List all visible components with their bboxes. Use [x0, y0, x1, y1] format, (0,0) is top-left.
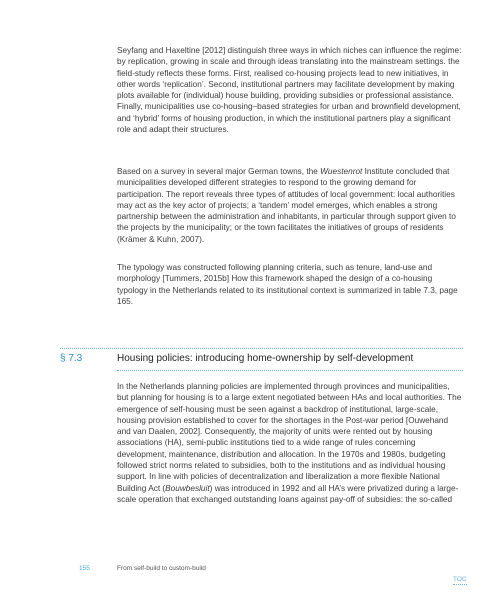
footer-page-number: 155 [79, 565, 90, 572]
body-paragraph-4 [117, 381, 463, 505]
section-divider-bottom [117, 370, 463, 371]
toc-link[interactable]: TOC [453, 576, 467, 583]
section-heading [60, 348, 463, 372]
paragraph-4-text-start: In the Netherlands planning policies are implemented through provinces and municipalities, but planning for housing is to a large extent negotiated between HAs and local authorities. The emergence of self-housing must be seen against a backdrop of institutional, large-scale, housing provision established to cover for the shortages in the Post-war period [Ouwehand and van Daalen, 2002]. Consequently, the majority of units were rented out by housing associations (HA), semi-public institutions tied to a wide range of rules concerning development, maintenance, distribution and allocation. In the 1970s and 1980s, budgeting followed strict norms related to subsidies, both to the institutions and as individual housing support. In line with policies of decentralization and liberalization a more flexible National Building Act ( [117, 382, 462, 493]
section-divider-top [60, 348, 463, 349]
paragraph-4-italic-term: Bouwbesluit [165, 483, 210, 493]
section-number: § 7.3 [60, 353, 83, 364]
body-paragraph-3: The typology was constructed following planning criteria, such as tenure, land-use and morphology [Tummers, 2015b] How this framework shaped the design of a co-housing typology in the Netherlands related to its institutional context is summarized in table 7.3, page 165. [117, 263, 458, 306]
paragraph-2-text-end: Institute concluded that municipalities developed different strategies to respond to the growing demand for participation. The report reveals three types of attitudes of local government: local authorities may act as the key actor of projects; a ‘tandem’ model emerges, which enables a strong partnership between the administration and inhabitants, in particular through support given to the projects by the municipality; or the town facilitates the initiatives of groups of residents (Krämer & Kuhn, 2007). [117, 167, 456, 244]
body-paragraph-1: Seyfang and Haxeltine [2012] distinguish three ways in which niches can influence the regime: by replication, growing in scale and through ideas translating into the mainstream settings. the field-study reflects these forms. First, realised co-housing projects lead to new initiatives, in other words ‘replication’. Second, institutional partners may facilitate development by making plots available for (individual) house building, providing subsidies or professional assistance. Finally, municipalities use co-housing–based strategies for urban and brownfield development, and ‘hybrid’ forms of housing production, in which the institutional partners play a significant role and adapt their structures. [117, 46, 462, 135]
body-paragraph-2 [117, 166, 463, 245]
paragraph-4-text-end: ) was introduced in 1992 and all HA’s were privatized during a large-scale operation that exchanged outstanding loans against pay-off of subsidies: the so-called [117, 483, 459, 504]
paragraph-2-italic-term: Wuestenrot [320, 167, 363, 176]
footer-running-title: From self-build to custom-build [117, 565, 206, 572]
section-title: Housing policies: introducing home-ownership by self-development [117, 353, 414, 364]
paragraph-2-text-start: Based on a survey in several major German towns, the [117, 167, 321, 176]
